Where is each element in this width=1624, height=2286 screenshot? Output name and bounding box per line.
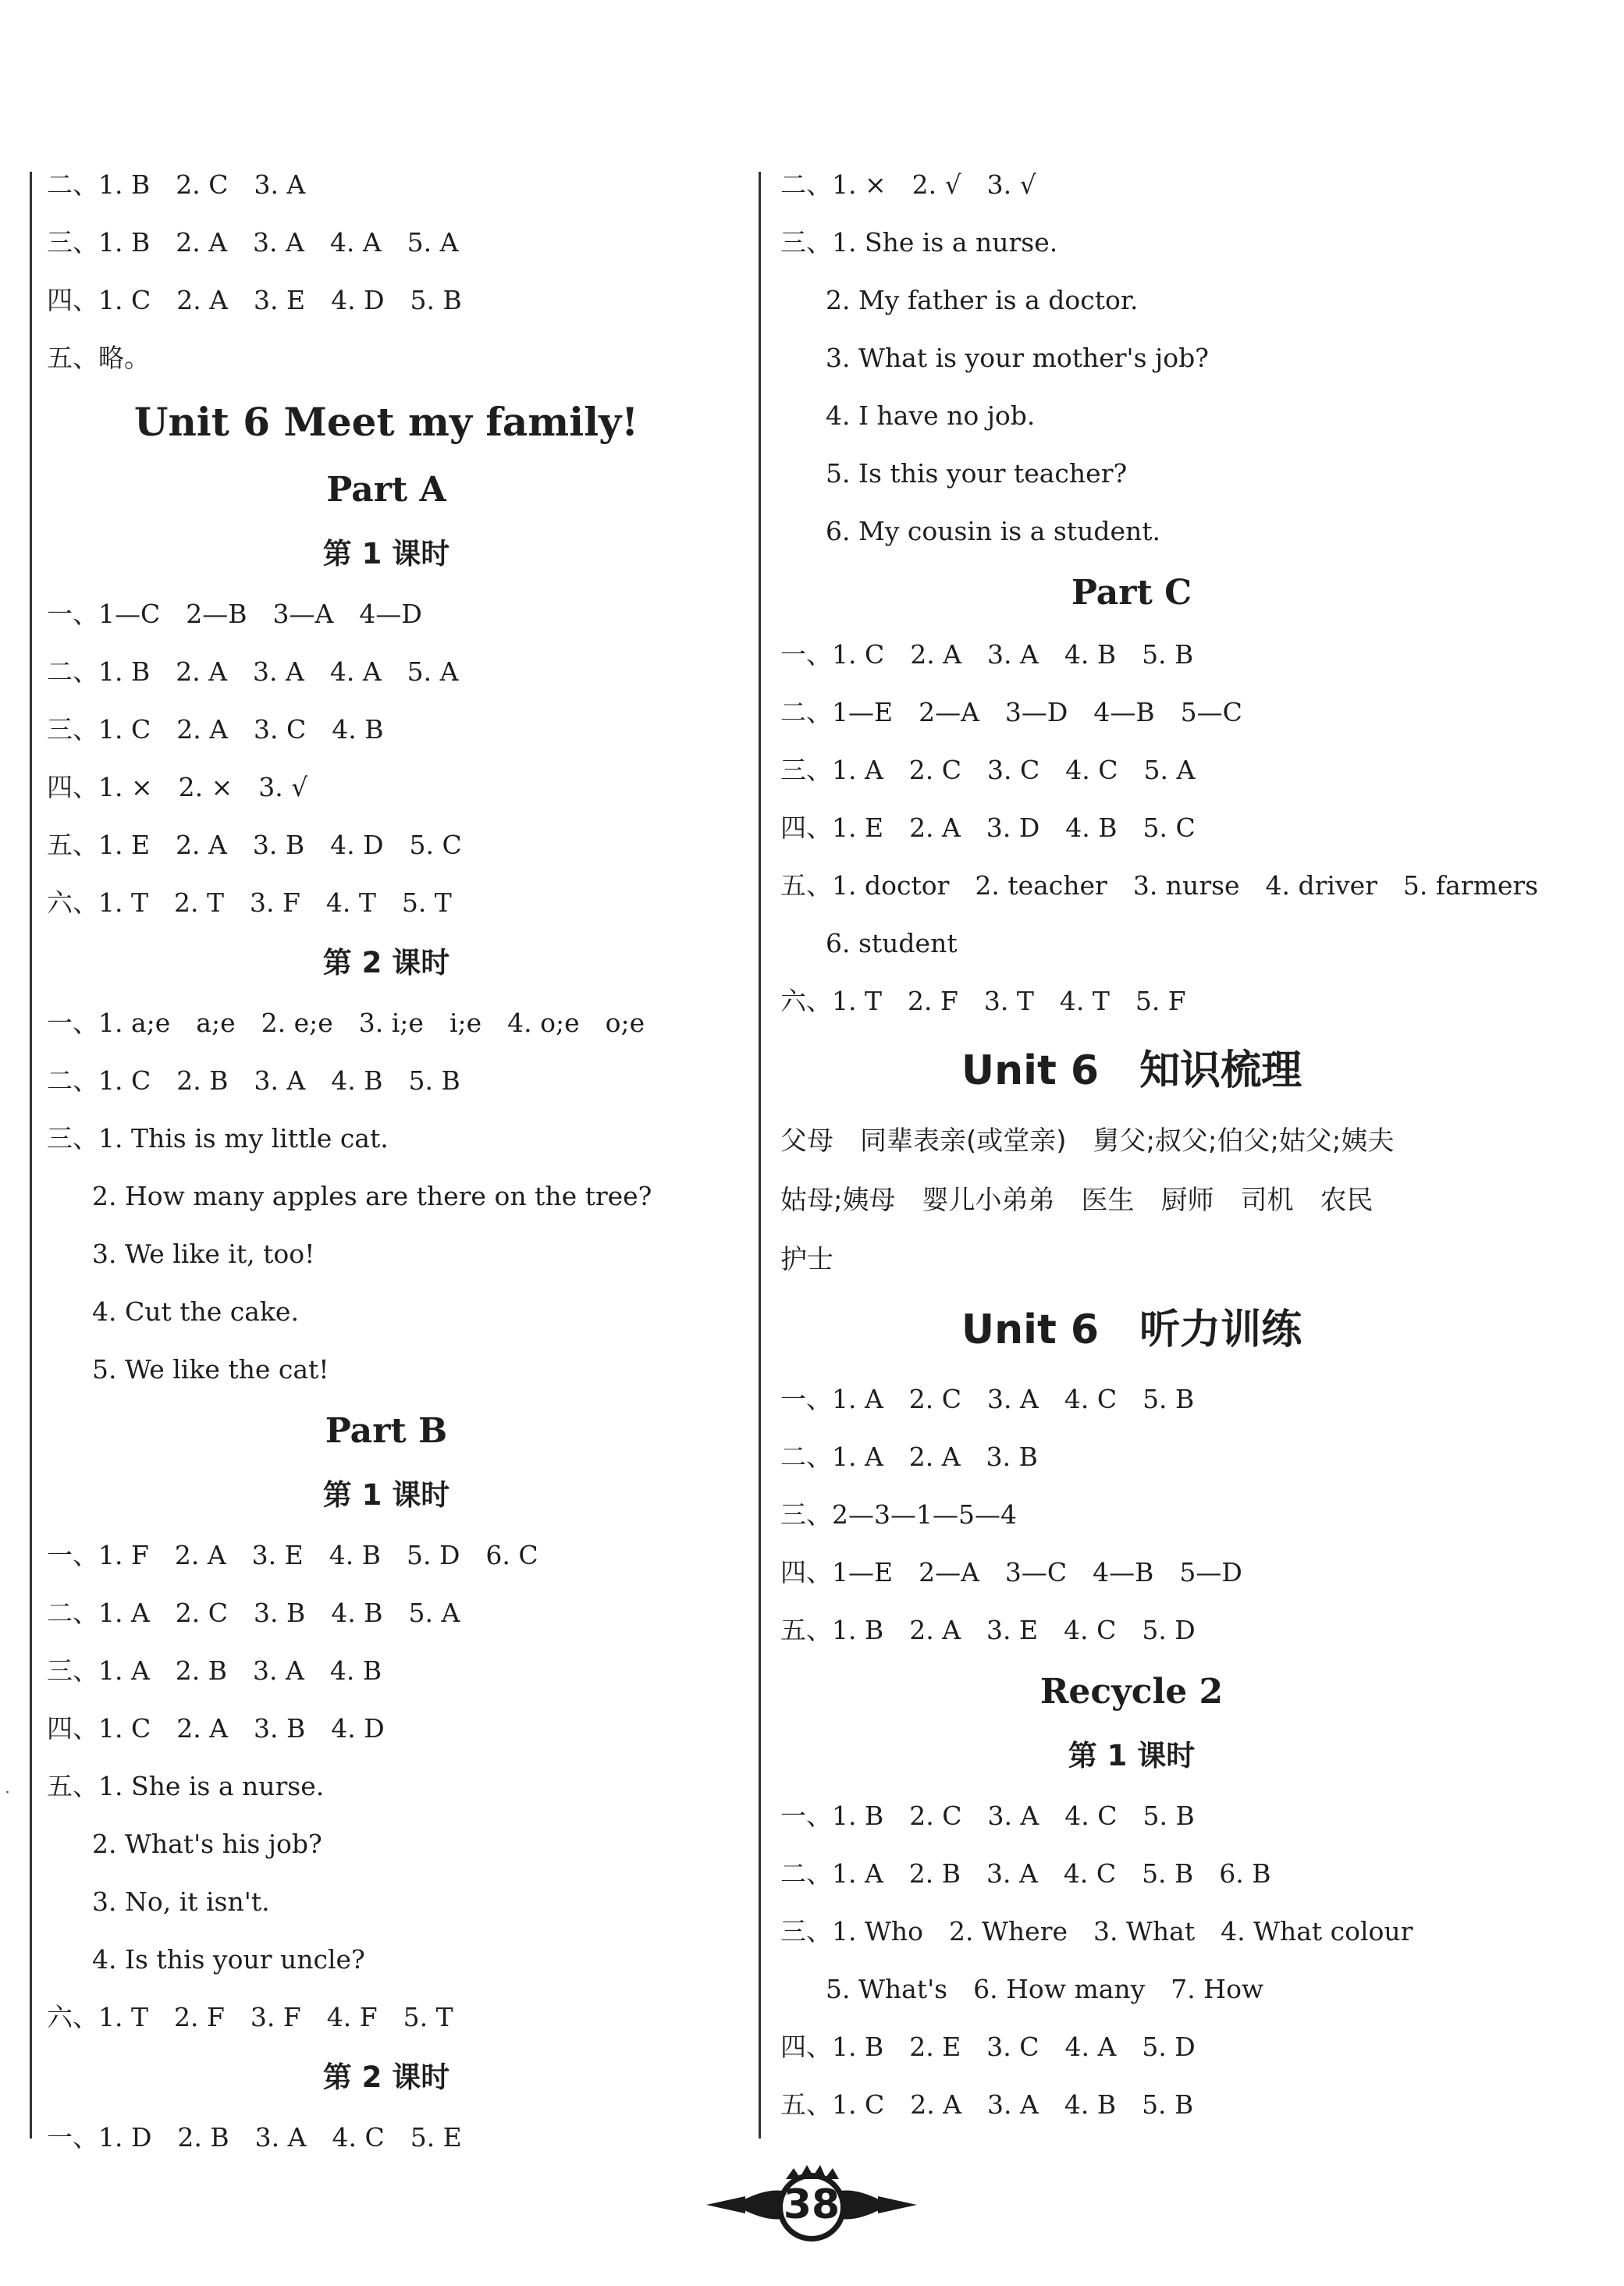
column-divider xyxy=(759,172,761,2138)
part-heading: Part A xyxy=(326,470,446,510)
answer-line: 五、略。 xyxy=(47,343,150,373)
answer-subline: 4. Is this your uncle? xyxy=(92,1944,365,1975)
lesson-heading: 第 1 课时 xyxy=(1068,1739,1196,1772)
answer-line: 一、1. B 2. C 3. A 4. C 5. B xyxy=(780,1801,1195,1831)
vocab-line: 父母 同辈表亲(或堂亲) 舅父;叔父;伯父;姑父;姨夫 xyxy=(780,1125,1395,1157)
answer-subline: 5. Is this your teacher? xyxy=(826,458,1128,489)
answer-subline: 2. What's his job? xyxy=(92,1829,322,1859)
answer-line: 六、1. T 2. F 3. T 4. T 5. F xyxy=(780,986,1186,1016)
answer-line: 二、1. C 2. B 3. A 4. B 5. B xyxy=(47,1065,460,1096)
answer-subline: 6. My cousin is a student. xyxy=(826,516,1160,546)
answer-line: 五、1. She is a nurse. xyxy=(47,1771,325,1801)
answer-line: 二、1. A 2. C 3. B 4. B 5. A xyxy=(47,1598,460,1628)
lesson-heading: 第 2 课时 xyxy=(322,2060,450,2094)
answer-line: 四、1. B 2. E 3. C 4. A 5. D xyxy=(780,2032,1196,2062)
section-heading: Unit 6 听力训练 xyxy=(961,1307,1302,1353)
lesson-heading: 第 1 课时 xyxy=(322,537,450,571)
answer-line: 三、1. She is a nurse. xyxy=(780,227,1058,258)
section-heading: Unit 6 知识梳理 xyxy=(961,1047,1302,1094)
vocab-line: 护士 xyxy=(780,1244,833,1275)
answer-line: 五、1. C 2. A 3. A 4. B 5. B xyxy=(780,2089,1194,2120)
right-column xyxy=(780,156,1539,2131)
part-heading: Recycle 2 xyxy=(1039,1672,1224,1712)
answer-line: 二、1. A 2. A 3. B xyxy=(780,1442,1038,1472)
page-number-badge xyxy=(698,2162,925,2248)
answer-line: 二、1. A 2. B 3. A 4. C 5. B 6. B xyxy=(780,1858,1271,1889)
answer-line: 二、1. × 2. √ 3. √ xyxy=(780,169,1036,200)
answer-line: 三、2—3—1—5—4 xyxy=(780,1499,1017,1530)
lesson-heading: 第 2 课时 xyxy=(322,946,450,979)
answer-line: 三、1. This is my little cat. xyxy=(47,1123,389,1154)
answer-line: 三、1. Who 2. Where 3. What 4. What colour xyxy=(780,1916,1413,1946)
answer-subline: 6. student xyxy=(826,928,958,958)
answer-line: 一、1. C 2. A 3. A 4. B 5. B xyxy=(780,639,1194,670)
answer-subline: 4. I have no job. xyxy=(826,400,1036,431)
answer-line: 一、1. F 2. A 3. E 4. B 5. D 6. C xyxy=(47,1540,538,1570)
answer-line: 二、1—E 2—A 3—D 4—B 5—C xyxy=(780,697,1242,727)
answer-line: 一、1. a;e a;e 2. e;e 3. i;e i;e 4. o;e o;e xyxy=(47,1008,645,1038)
edge-mark: · xyxy=(5,1783,10,1803)
part-heading: Part C xyxy=(1071,573,1192,613)
part-heading: Part B xyxy=(325,1411,448,1451)
answer-line: 一、1—C 2—B 3—A 4—D xyxy=(47,599,422,629)
answer-line: 一、1. A 2. C 3. A 4. C 5. B xyxy=(780,1384,1195,1414)
answer-line: 三、1. A 2. B 3. A 4. B xyxy=(47,1655,382,1686)
answer-line: 三、1. C 2. A 3. C 4. B xyxy=(47,714,384,745)
answer-subline: 2. How many apples are there on the tree? xyxy=(92,1181,652,1211)
answer-subline: 2. My father is a doctor. xyxy=(826,285,1139,315)
left-margin-rule xyxy=(30,172,32,2138)
answer-line: 五、1. E 2. A 3. B 4. D 5. C xyxy=(47,830,462,860)
unit-heading: Unit 6 Meet my family! xyxy=(133,399,639,445)
answer-line: 六、1. T 2. F 3. F 4. F 5. T xyxy=(47,2002,453,2032)
answer-subline: 3. We like it, too! xyxy=(92,1239,315,1269)
answer-line: 四、1. E 2. A 3. D 4. B 5. C xyxy=(780,812,1196,843)
answer-line: 四、1—E 2—A 3—C 4—B 5—D xyxy=(780,1557,1242,1587)
answer-line: 三、1. B 2. A 3. A 4. A 5. A xyxy=(47,227,459,258)
answer-subline: 3. No, it isn't. xyxy=(92,1886,270,1917)
answer-line: 二、1. B 2. C 3. A xyxy=(47,169,306,200)
answer-subline: 3. What is your mother's job? xyxy=(826,343,1209,373)
answer-line: 五、1. doctor 2. teacher 3. nurse 4. driver 5. farmers xyxy=(780,870,1539,901)
lesson-heading: 第 1 课时 xyxy=(322,1478,450,1512)
answer-line: 四、1. × 2. × 3. √ xyxy=(47,772,308,802)
answer-line: 一、1. D 2. B 3. A 4. C 5. E xyxy=(47,2122,462,2153)
answer-subline: 4. Cut the cake. xyxy=(92,1296,299,1327)
answer-line: 四、1. C 2. A 3. E 4. D 5. B xyxy=(47,285,462,315)
vocab-line: 姑母;姨母 婴儿小弟弟 医生 厨师 司机 农民 xyxy=(780,1185,1373,1216)
left-column xyxy=(47,156,726,2153)
answer-line: 五、1. B 2. A 3. E 4. C 5. D xyxy=(780,1615,1196,1645)
answer-line: 二、1. B 2. A 3. A 4. A 5. A xyxy=(47,656,459,687)
answer-line: 六、1. T 2. T 3. F 4. T 5. T xyxy=(47,887,452,918)
answer-subline: 5. What's 6. How many 7. How xyxy=(826,1974,1264,2004)
answer-line: 三、1. A 2. C 3. C 4. C 5. A xyxy=(780,755,1196,785)
answer-subline: 5. We like the cat! xyxy=(92,1354,329,1385)
page-number: 38 xyxy=(783,2181,840,2228)
answer-line: 四、1. C 2. A 3. B 4. D xyxy=(47,1713,385,1744)
